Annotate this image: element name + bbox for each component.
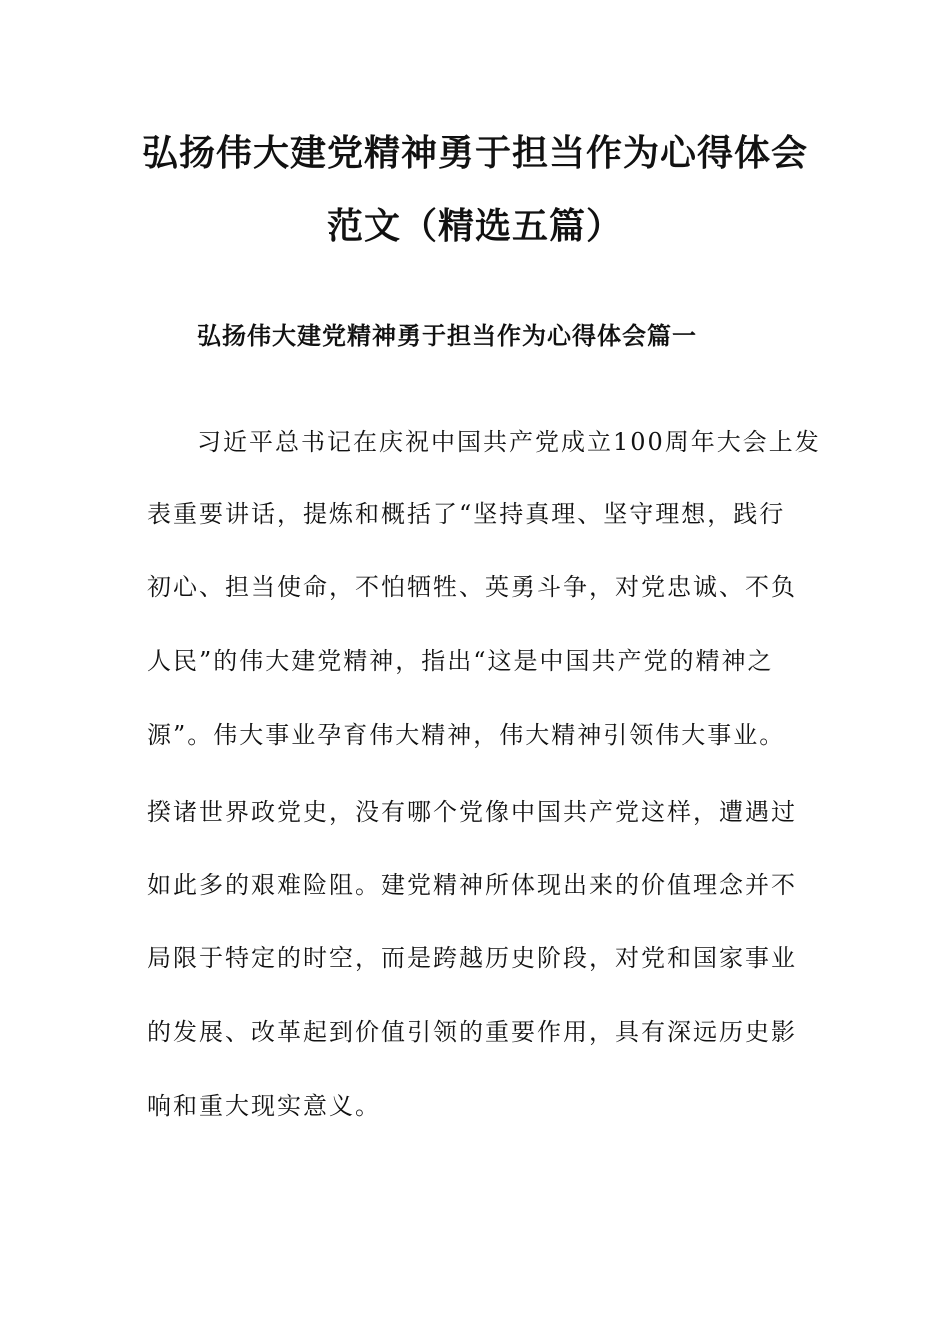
paragraph-line: 如此多的艰难险阻。建党精神所体现出来的价值理念并不 <box>147 871 797 899</box>
paragraph-line: 局限于特定的时空，而是跨越历史阶段，对党和国家事业 <box>147 944 797 972</box>
paragraph-line: 源”。伟大事业孕育伟大精神，伟大精神引领伟大事业。 <box>147 721 786 749</box>
paragraph-line: 表重要讲话，提炼和概括了“坚持真理、坚守理想，践行 <box>147 500 786 528</box>
document-title-line-2: 范文（精选五篇） <box>326 206 623 247</box>
section-heading: 弘扬伟大建党精神勇于担当作为心得体会篇一 <box>197 322 697 350</box>
document-title-line-1: 弘扬伟大建党精神勇于担当作为心得体会 <box>141 133 808 174</box>
paragraph-line: 人民”的伟大建党精神，指出“这是中国共产党的精神之 <box>147 647 774 675</box>
paragraph-line: 习近平总书记在庆祝中国共产党成立100周年大会上发 <box>197 428 821 456</box>
paragraph-line: 揆诸世界政党史，没有哪个党像中国共产党这样，遭遇过 <box>147 798 797 826</box>
paragraph-line: 的发展、改革起到价值引领的重要作用，具有深远历史影 <box>147 1018 797 1046</box>
paragraph-line: 响和重大现实意义。 <box>147 1092 381 1120</box>
paragraph-line: 初心、担当使命，不怕牺牲、英勇斗争，对党忠诚、不负 <box>147 573 797 601</box>
